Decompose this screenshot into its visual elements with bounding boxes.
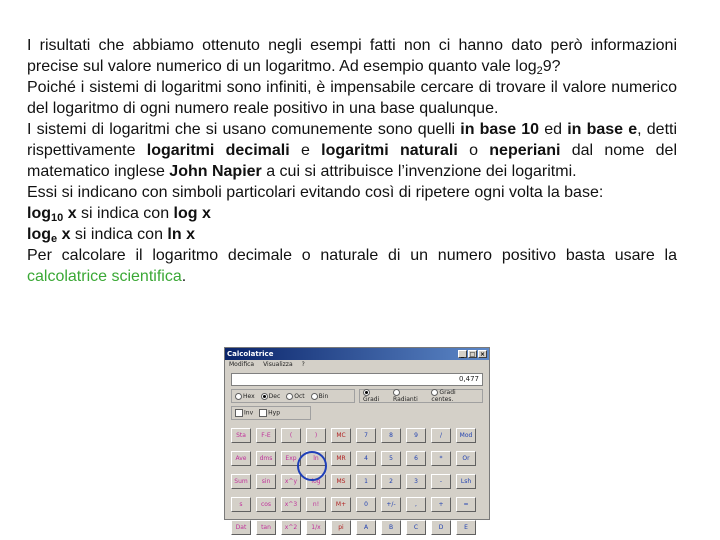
radio-button-icon (235, 393, 242, 400)
log-base-subscript: 2 (536, 65, 543, 77)
angle-option-gradi[interactable] (363, 389, 387, 403)
radio-label: Dec (268, 392, 281, 400)
line-log10 (27, 203, 677, 224)
key-d[interactable]: D (431, 520, 451, 535)
paragraph-intro (27, 35, 677, 77)
key-cos[interactable]: cos (256, 497, 276, 512)
log-x-bold: log x (173, 205, 211, 222)
key-sta[interactable]: Sta (231, 428, 251, 443)
log10-label: log (27, 205, 51, 222)
checkbox-label: Inv (244, 409, 254, 417)
radio-label: Bin (318, 392, 329, 400)
key-sin[interactable]: sin (256, 474, 276, 489)
angle-option-radianti[interactable] (393, 389, 425, 403)
key--[interactable]: / (431, 428, 451, 443)
calculator-keypad (231, 428, 476, 535)
key-8[interactable]: 8 (381, 428, 401, 443)
calculator-titlebar (225, 348, 489, 360)
key--[interactable]: + (431, 497, 451, 512)
log10-x: x (63, 205, 77, 222)
key-exp[interactable]: Exp (281, 451, 301, 466)
key--[interactable]: * (431, 451, 451, 466)
paragraph-symbols: Essi si indicano con simboli particolari evitando così di ripetere ogni volta la base: (27, 184, 604, 201)
ln-x-bold: ln x (167, 226, 195, 243)
checkbox-icon (259, 409, 267, 417)
number-base-group (231, 389, 355, 403)
key-c[interactable]: C (406, 520, 426, 535)
radio-label: Gradi (363, 396, 380, 403)
base-option-dec[interactable] (261, 393, 281, 400)
checkbox-label: Hyp (268, 409, 280, 417)
paragraph-infinite-systems: Poiché i sistemi di logaritmi sono infiniti, è impensabile cercare di trovare il valore numerico del logaritmo di ogni numero reale positivo in una base qualunque. (27, 79, 677, 117)
key-ave[interactable]: Ave (231, 451, 251, 466)
close-button[interactable]: × (479, 351, 486, 358)
key-x-3[interactable]: x^3 (281, 497, 301, 512)
line-loge (27, 224, 677, 245)
key-f-e[interactable]: F-E (256, 428, 276, 443)
radio-label: Gradi centes. (431, 389, 456, 403)
loge-text: si indica con (70, 226, 168, 243)
checkbox-icon (235, 409, 243, 417)
key-sum[interactable]: Sum (231, 474, 251, 489)
angle-option-gradi-centes-[interactable] (431, 389, 479, 403)
key-7[interactable]: 7 (356, 428, 376, 443)
calculator-screenshot (224, 347, 490, 531)
radio-button-icon (363, 389, 370, 396)
key-or[interactable]: Or (456, 451, 476, 466)
paragraph-calculator (27, 245, 677, 287)
calculator-link[interactable]: calcolatrice scientifica (27, 268, 182, 285)
radio-label: Oct (294, 392, 305, 400)
menu-modifica[interactable]: Modifica (229, 361, 255, 368)
key--[interactable]: +/- (381, 497, 401, 512)
key-ln[interactable]: ln (306, 451, 326, 466)
log10-text: si indica con (76, 205, 174, 222)
calculator-title: Calcolatrice (227, 350, 274, 358)
loge-x: x (57, 226, 71, 243)
john-napier-bold: John Napier (169, 163, 262, 180)
radio-label: Radianti (393, 396, 418, 403)
key-6[interactable]: 6 (406, 451, 426, 466)
base-option-bin[interactable] (311, 393, 329, 400)
key-mr[interactable]: MR (331, 451, 351, 466)
menu-visualizza[interactable]: Visualizza (263, 361, 293, 368)
angle-unit-group (359, 389, 483, 403)
key-b[interactable]: B (381, 520, 401, 535)
intro-question: 9? (542, 58, 561, 75)
key-9[interactable]: 9 (406, 428, 426, 443)
base-e-bold: in base e (567, 121, 638, 138)
key-s[interactable]: s (231, 497, 251, 512)
common-text-7: a cui si attribuisce l’invenzione dei logaritmi. (261, 163, 577, 180)
checkbox-inv[interactable] (235, 409, 253, 417)
key-pi[interactable]: pi (331, 520, 351, 535)
common-text-2: ed (539, 121, 568, 138)
key--[interactable]: , (406, 497, 426, 512)
base-option-oct[interactable] (286, 393, 304, 400)
base-option-hex[interactable] (235, 393, 255, 400)
key-5[interactable]: 5 (381, 451, 401, 466)
key-ms[interactable]: MS (331, 474, 351, 489)
minimize-button[interactable]: _ (458, 350, 467, 358)
neperian-bold: neperiani (489, 142, 561, 159)
key-mc[interactable]: MC (331, 428, 351, 443)
common-text-3: , detti rispettivamente (27, 121, 678, 159)
calculator-display: 0,477 (231, 373, 483, 386)
natural-logs-bold: logaritmi naturali (321, 142, 458, 159)
key-1[interactable]: 1 (356, 474, 376, 489)
log10-subscript: 10 (51, 212, 64, 224)
key-a[interactable]: A (356, 520, 376, 535)
radio-button-icon (261, 393, 268, 400)
decimal-logs-bold: logaritmi decimali (146, 142, 290, 159)
key--[interactable]: ) (306, 428, 326, 443)
key--[interactable]: - (431, 474, 451, 489)
key-mod[interactable]: Mod (456, 428, 476, 443)
calculator-options-row (231, 406, 311, 420)
key-x-y[interactable]: x^y (281, 474, 301, 489)
radio-button-icon (311, 393, 318, 400)
radio-button-icon (431, 389, 438, 396)
checkbox-hyp[interactable] (259, 409, 280, 417)
key-n-[interactable]: n! (306, 497, 326, 512)
common-text-5: o (457, 142, 490, 159)
loge-label: log (27, 226, 51, 243)
paragraph-common-systems (27, 119, 677, 182)
calculator-menubar (225, 360, 489, 371)
maximize-button[interactable]: □ (469, 351, 476, 358)
key--[interactable]: ( (281, 428, 301, 443)
document-body (27, 35, 677, 287)
key-2[interactable]: 2 (381, 474, 401, 489)
key-dms[interactable]: dms (256, 451, 276, 466)
common-text-4: e (289, 142, 322, 159)
common-text-6: dal nome del matematico inglese (27, 142, 678, 180)
inv-hyp-group (231, 406, 311, 420)
intro-text: I risultati che abbiamo ottenuto negli esempi fatti non ci hanno dato però informazioni precise sul valore numerico di un logaritmo. Ad esempio quanto vale log (27, 37, 677, 75)
menu-help[interactable]: ? (301, 361, 305, 368)
log-key-highlight-circle (297, 451, 327, 481)
key-e[interactable]: E (456, 520, 476, 535)
key-dat[interactable]: Dat (231, 520, 251, 535)
calculator-period: . (181, 268, 187, 285)
common-text-1: I sistemi di logaritmi che si usano comunemente sono quelli (27, 121, 461, 138)
key-m-[interactable]: M+ (331, 497, 351, 512)
key-1-x[interactable]: 1/x (306, 520, 326, 535)
calculator-text: Per calcolare il logaritmo decimale o naturale di un numero positivo basta usare la (27, 247, 677, 264)
key-4[interactable]: 4 (356, 451, 376, 466)
key--[interactable]: = (456, 497, 476, 512)
calculator-mode-row (231, 389, 483, 403)
key-x-2[interactable]: x^2 (281, 520, 301, 535)
radio-button-icon (393, 389, 400, 396)
key-log[interactable]: log (306, 474, 326, 489)
key-0[interactable]: 0 (356, 497, 376, 512)
base-10-bold: in base 10 (460, 121, 540, 138)
key-lsh[interactable]: Lsh (456, 474, 476, 489)
loge-subscript: e (51, 233, 58, 245)
radio-label: Hex (243, 392, 255, 400)
radio-button-icon (286, 393, 293, 400)
key-3[interactable]: 3 (406, 474, 426, 489)
key-tan[interactable]: tan (256, 520, 276, 535)
